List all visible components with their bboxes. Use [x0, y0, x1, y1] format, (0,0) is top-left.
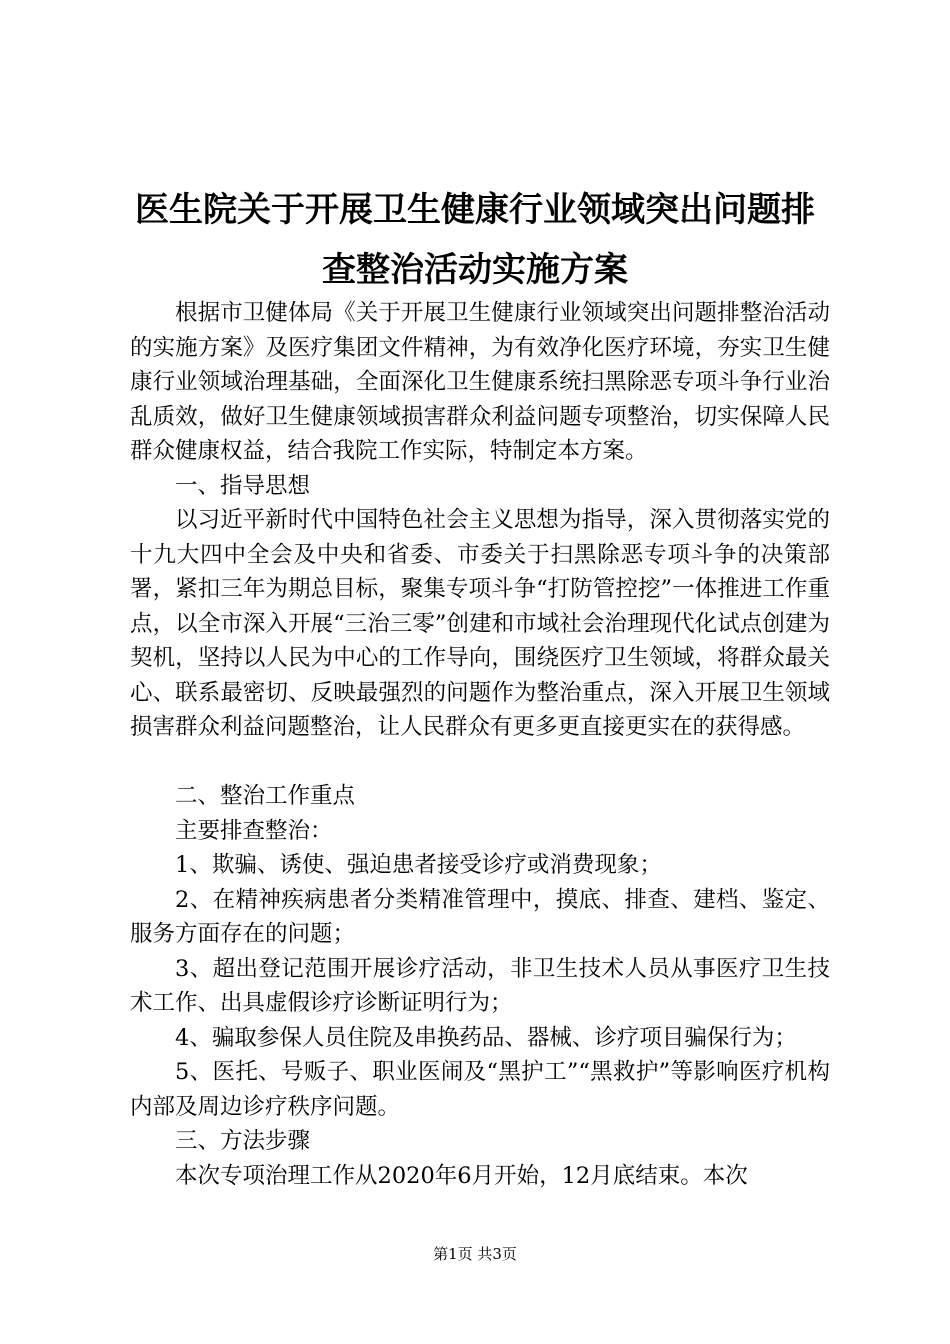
intro-paragraph: 根据市卫健体局《关于开展卫生健康行业领域突出问题排整治活动的实施方案》及医疗集团文件精神，为有效净化医疗环境，夯实卫生健康行业领域治理基础，全面深化卫生健康系统扫黑除恶专项斗争行业治乱质效，做好卫生健康领域损害群众利益问题专项整治，切实保障人民群众健康权益，结合我院工作实际，特制定本方案。 [130, 300, 830, 464]
list-item-1: 1、欺骗、诱使、强迫患者接受诊疗或消费现象； [175, 852, 662, 878]
key-work-intro: 主要排查整治： [175, 817, 333, 844]
page-footer: 第1页 共3页 [433, 1245, 517, 1263]
guiding-ideology-paragraph: 以习近平新时代中国特色社会主义思想为指导，深入贯彻落实党的十九大四中全会及中央和省委、市委关于扫黑除恶专项斗争的决策部署，紧扣三年为期总目标，聚集专项斗争“打防管控挖”一体推进工作重点，以全市深入开展“三治三零”创建和市域社会治理现代化试点创建为契机，坚持以人民为中心的工作导向，围绕医疗卫生领域，将群众最关心、联系最密切、反映最强烈的问题作为整治重点，深入开展卫生领域损害群众利益问题整治，让人民群众有更多更直接更实在的获得感。 [130, 507, 830, 740]
section-heading-method-steps: 三、方法步骤 [175, 1128, 311, 1154]
list-item-4: 4、骗取参保人员住院及串换药品、器械、诊疗项目骗保行为； [175, 1024, 797, 1051]
document-body [130, 296, 830, 1193]
method-steps-paragraph: 本次专项治理工作从2020年6月开始，12月底结束。本次 [175, 1162, 748, 1189]
document-title-line-2: 查整治活动实施方案 [322, 250, 628, 290]
section-heading-guiding-ideology: 一、指导思想 [175, 472, 311, 499]
document-title-line-1: 医生院关于开展卫生健康行业领域突出问题排 [135, 190, 815, 230]
list-item-3: 3、超出登记范围开展诊疗活动，非卫生技术人员从事医疗卫生技术工作、出具虚假诊疗诊断证明行为； [130, 955, 830, 1016]
list-item-5: 5、医托、号贩子、职业医闹及“黑护工”“黑救护”等影响医疗机构内部及周边诊疗秩序问题。 [130, 1059, 830, 1120]
section-heading-key-work: 二、整治工作重点 [175, 783, 356, 809]
list-item-2: 2、在精神疾病患者分类精准管理中，摸底、排查、建档、鉴定、服务方面存在的问题； [130, 886, 830, 947]
